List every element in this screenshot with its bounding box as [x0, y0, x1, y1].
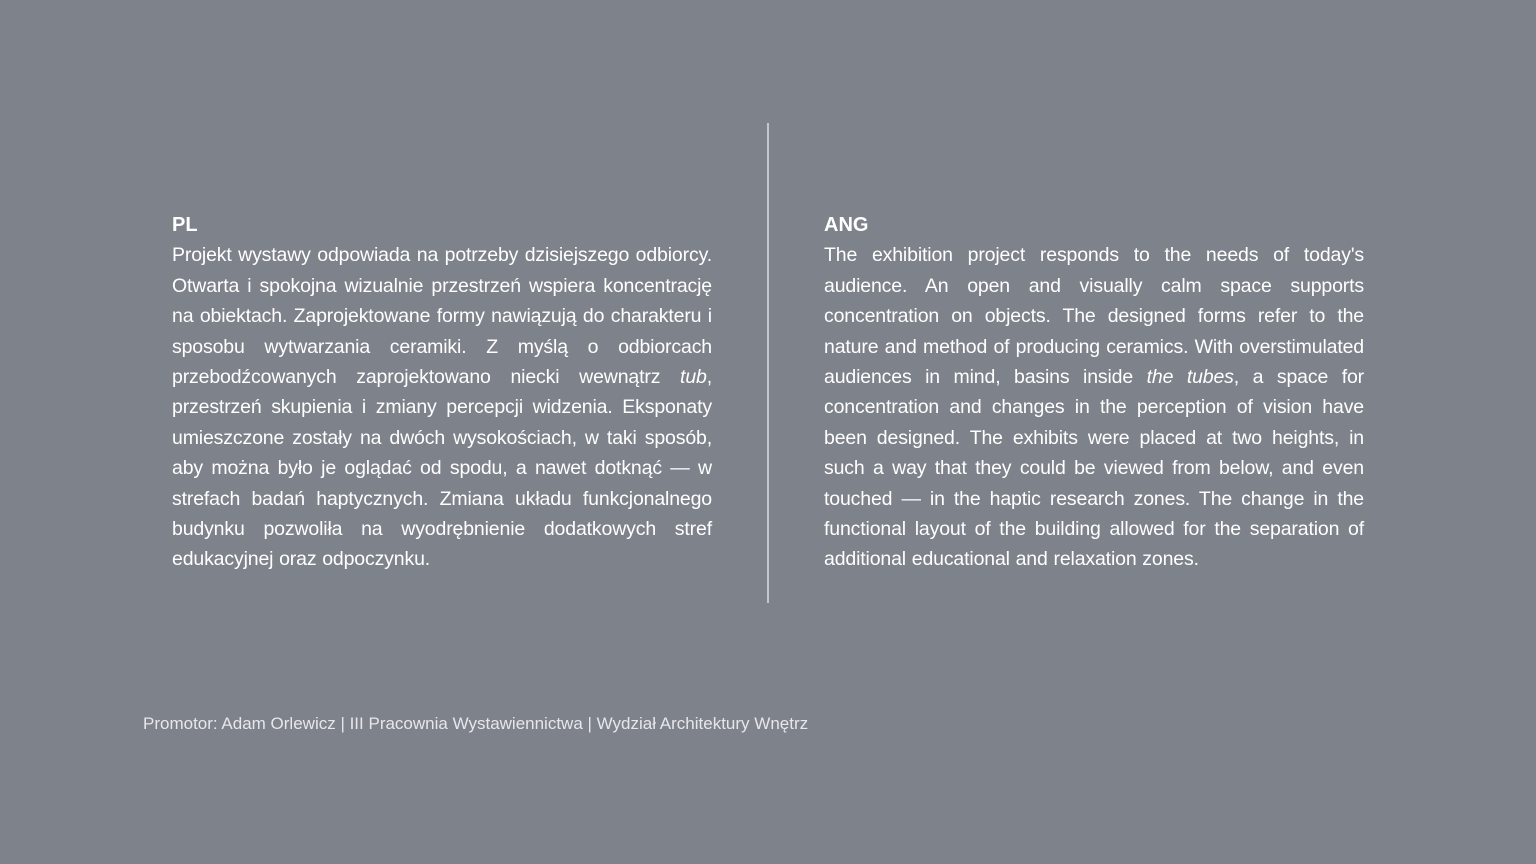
english-description-italic: the tubes	[1146, 366, 1234, 389]
footer-credits: Promotor: Adam Orlewicz | III Pracownia Wystawiennictwa | Wydział Architektury Wnętrz	[143, 714, 809, 733]
english-description-part-1: The exhibition project responds to the needs of today's audience. An open and visually calm space supports concentration on objects. The designed forms refer to the nature and method of producing ceramics. With overstimulated audiences in mind, basins inside	[824, 244, 1364, 389]
english-text-column	[824, 210, 1364, 575]
english-description-part-2: , a space for concentration and changes in the perception of vision have been designed. The exhibits were placed at two heights, in such a way that they could be viewed from below, and even touched — in the haptic research zones. The change in the functional layout of the building allowed for the separation of additional educational and relaxation zones.	[824, 366, 1364, 571]
column-divider	[767, 123, 769, 603]
english-heading: ANG	[824, 214, 869, 236]
polish-heading: PL	[172, 214, 198, 236]
polish-description	[172, 240, 712, 574]
polish-description-part-2: , przestrzeń skupienia i zmiany percepcji widzenia. Eksponaty umieszczone zostały na dwóch wysokościach, w taki sposób, aby można było je oglądać od spodu, a nawet dotknąć — w strefach badań haptycznych. Zmiana układu funkcjonalnego budynku pozwoliła na wyodrębnienie dodatkowych stref edukacyjnej oraz odpoczynku.	[172, 366, 712, 571]
english-description	[824, 240, 1364, 574]
polish-description-part-1: Projekt wystawy odpowiada na potrzeby dzisiejszego odbiorcy. Otwarta i spokojna wizualnie przestrzeń wspiera koncentrację na obiektach. Zaprojektowane formy nawiązują do charakteru i sposobu wytwarzania ceramiki. Z myślą o odbiorcach przebodźcowanych zaprojektowano niecki wewnątrz	[172, 244, 712, 389]
polish-text-column	[172, 210, 712, 575]
polish-description-italic: tub	[680, 366, 707, 389]
